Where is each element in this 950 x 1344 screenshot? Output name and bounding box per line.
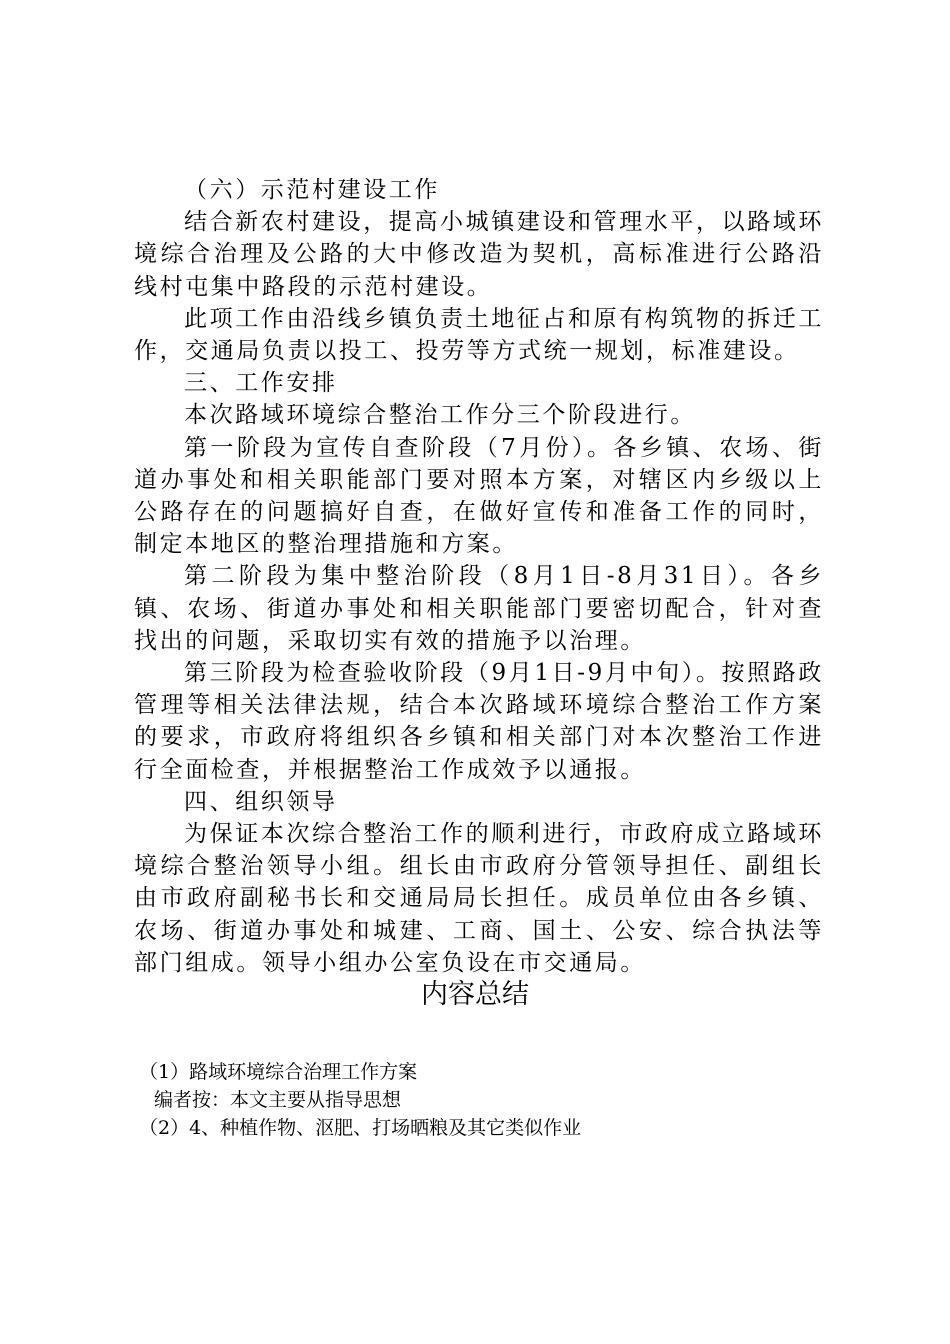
paragraph-demo-village-goal: 结合新农村建设，提高小城镇建设和管理水平，以路域环境综合治理及公路的大中修改造为契机，高标准进行公路沿线村屯集中路段的示范村建设。 bbox=[134, 209, 824, 300]
summary-title: 内容总结 bbox=[421, 979, 529, 1010]
summary-item: （1）路域环境综合治理工作方案 bbox=[139, 1061, 418, 1083]
paragraph-stage-two: 第二阶段为集中整治阶段（8月1日-8月31日）。各乡镇、农场、街道办事处和相关职能部门要密切配合，针对查找出的问题，采取切实有效的措施予以治理。 bbox=[134, 563, 824, 654]
paragraph-demo-village-duty: 此项工作由沿线乡镇负责土地征占和原有构筑物的拆迁工作，交通局负责以投工、投劳等方式统一规划，标准建设。 bbox=[134, 305, 824, 365]
paragraph-stage-three: 第三阶段为检查验收阶段（9月1日-9月中旬）。按照路政管理等相关法律法规，结合本次路域环境综合整治工作方案的要求，市政府将组织各乡镇和相关部门对本次整治工作进行全面检查，并根据整治工作成效予以通报。 bbox=[134, 660, 824, 783]
document-body bbox=[134, 174, 824, 979]
paragraph-leadership-group: 为保证本次综合整治工作的顺利进行，市政府成立路域环境综合整治领导小组。组长由市政府分管领导担任、副组长由市政府副秘书长和交通局局长担任。成员单位由各乡镇、农场、街道办事处和城建、工商、国土、公安、综合执法等部门组成。领导小组办公室负设在市交通局。 bbox=[134, 821, 824, 976]
summary-item: 编者按：本文主要从指导思想 bbox=[154, 1089, 402, 1111]
paragraph-schedule-intro: 本次路域环境综合整治工作分三个阶段进行。 bbox=[184, 402, 696, 429]
paragraph-stage-one: 第一阶段为宣传自查阶段（7月份）。各乡镇、农场、街道办事处和相关职能部门要对照本方案，对辖区内乡级以上公路存在的问题搞好自查，在做好宣传和准备工作的同时，制定本地区的整治理措施和方案。 bbox=[134, 434, 824, 558]
summary-item: （2）4、种植作物、沤肥、打场晒粮及其它类似作业 bbox=[139, 1117, 582, 1139]
summary-list bbox=[139, 1058, 829, 1142]
section-heading-leadership: 四、组织领导 bbox=[184, 788, 338, 815]
section-heading-work-schedule: 三、工作安排 bbox=[184, 370, 338, 397]
section-heading-demo-village: （六）示范村建设工作 bbox=[184, 177, 440, 203]
